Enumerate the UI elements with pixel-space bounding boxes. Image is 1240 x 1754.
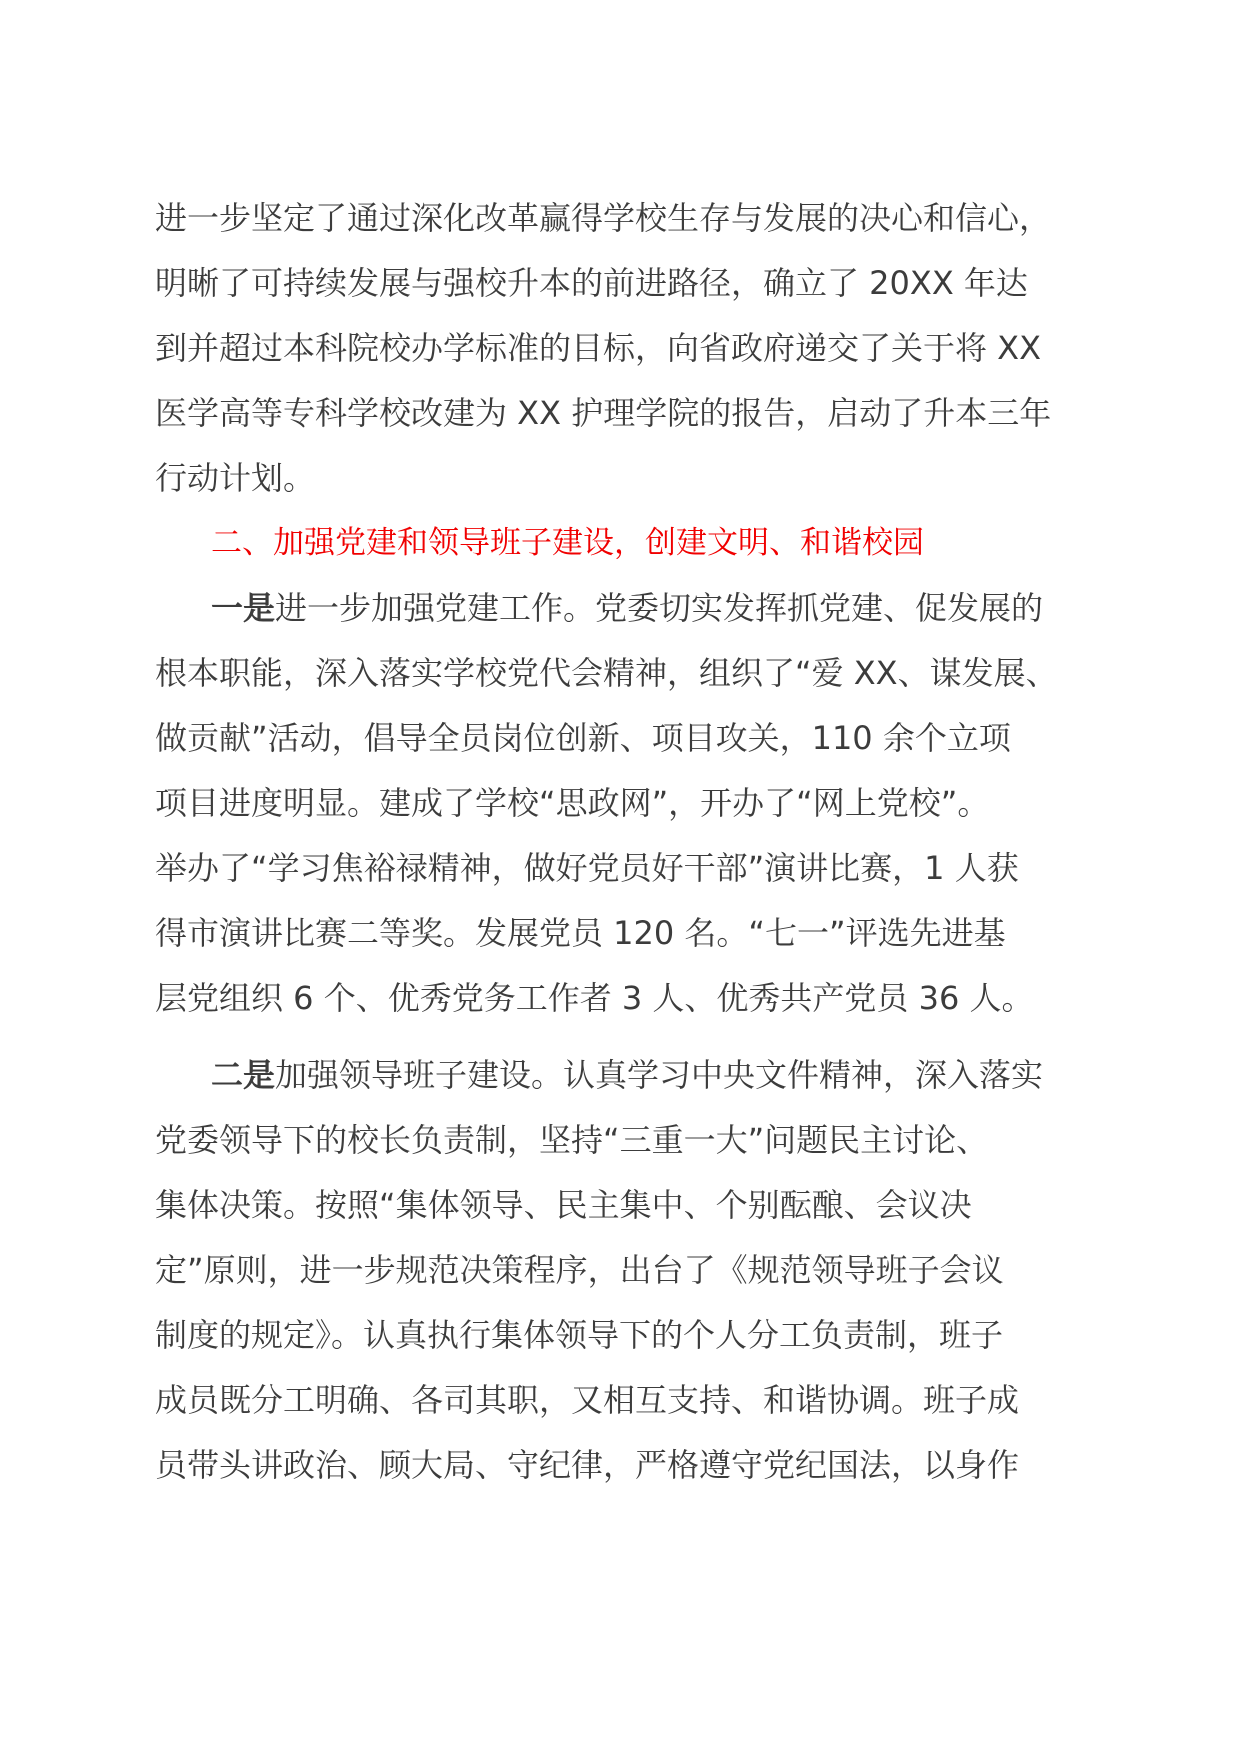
paragraph-lead: 二是 [211,1056,276,1094]
paragraph-line: 举办了“学习焦裕禄精神，做好党员好干部”演讲比赛，1 人获 [155,849,1019,887]
paragraph-line: 党委领导下的校长负责制，坚持“三重一大”问题民主讨论、 [155,1121,989,1159]
paragraph-line: 层党组织 6 个、优秀党务工作者 3 人、优秀共产党员 36 人。 [155,979,1034,1017]
paragraph-line: 行动计划。 [155,459,316,497]
paragraph-line: 成员既分工明确、各司其职，又相互支持、和谐协调。班子成 [155,1381,1020,1419]
paragraph-line-text: 加强领导班子建设。认真学习中央文件精神，深入落实 [275,1056,1044,1094]
paragraph-line: 定”原则，进一步规范决策程序，出台了《规范领导班子会议 [155,1251,1004,1289]
paragraph-line: 进一步坚定了通过深化改革赢得学校生存与发展的决心和信心， [155,199,1052,237]
paragraph-line: 集体决策。按照“集体领导、民主集中、个别酝酿、会议决 [155,1186,972,1224]
paragraph-line: 制度的规定》。认真执行集体领导下的个人分工负责制，班子 [155,1316,1004,1354]
paragraph-line [211,1055,1043,1095]
paragraph-line: 到并超过本科院校办学标准的目标，向省政府递交了关于将 XX [155,329,1042,367]
paragraph-lead: 一是 [211,589,276,627]
paragraph-line: 根本职能，深入落实学校党代会精神，组织了“爱 XX、谋发展、 [155,654,1058,692]
paragraph-line: 员带头讲政治、顾大局、守纪律，严格遵守党纪国法，以身作 [155,1446,1020,1484]
paragraph-line-text: 进一步加强党建工作。党委切实发挥抓党建、促发展的 [275,589,1044,627]
paragraph-line: 得市演讲比赛二等奖。发展党员 120 名。“七一”评选先进基 [155,914,1006,952]
paragraph-line: 医学高等专科学校改建为 XX 护理学院的报告，启动了升本三年 [155,394,1052,432]
paragraph-line [211,588,1043,628]
paragraph-line: 做贡献”活动，倡导全员岗位创新、项目攻关，110 余个立项 [155,719,1011,757]
paragraph-line: 项目进度明显。建成了学校“思政网”，开办了“网上党校”。 [155,784,990,822]
paragraph-line: 明晰了可持续发展与强校升本的前进路径，确立了 20XX 年达 [155,264,1028,302]
section-heading: 二、加强党建和领导班子建设，创建文明、和谐校园 [211,525,924,561]
